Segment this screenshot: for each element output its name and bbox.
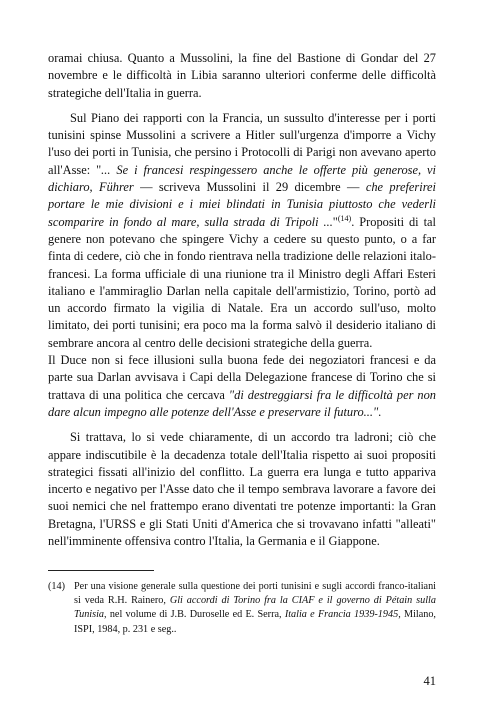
paragraph-4-text: Si trattava, lo si vede chiaramente, di un accordo tra ladroni; ciò che appare indiscutibile è la decadenza totale dell'Italia rispetto ai suoi propositi strategici fissati all'inizio del conflitto. La guerra era lunga e tutto appariva incerto e negativo per l'Asse dato che il tempo sembrava lavorare a favore dei suoi nemici che nel frattempo erano diventati tre potenze importanti: la Gran Bretagna, l'URSS e gli Stati Uniti d'America che si trovavano infatti "alleati" nell'imminente offensiva contro l'Italia, la Germania e il Giappone. [48, 430, 436, 549]
footnote-number: (14) [48, 581, 65, 592]
footnote-divider [48, 570, 154, 571]
paragraph-3-end: . [378, 404, 382, 419]
paragraph-1-text: oramai chiusa. Quanto a Mussolini, la fine del Bastione di Gondar del 27 novembre e le difficoltà in Libia saranno ulteriori conferme delle difficoltà strategiche dell'Italia in guerra. [48, 51, 436, 100]
page-number: 41 [423, 674, 436, 688]
paragraph-2-text: Sul Piano dei rapporti con la Francia, un sussulto d'interesse per i porti tunisini spinse Mussolini a scrivere a Hitler sull'urgenza d'imporre a Vichy l'uso dei porti in Tunisia, che persino i Protocolli di Parigi non avevano aperto all'Asse: " [48, 110, 436, 177]
footnote-text-c: , Milano, ISPI, 1984, p. 231 e seg.. [74, 609, 436, 635]
quote-close: " [332, 214, 338, 229]
footnote-text-a: Per una visione generale sulla questione dei porti tunisini e sugli accordi franco-italiani si veda R.H. Rainero, [74, 581, 436, 607]
mussolini-quote-part2: che preferirei portare le mie divisioni e i miei blindati in Tunisia piuttosto che vederli scomparire in fondo al mare, sulla strada di Tripoli ... [48, 180, 436, 229]
footnote-volume-title: Italia e Francia 1939-1945 [284, 609, 399, 621]
paragraph-2 [48, 110, 436, 352]
footnote-reference: (14) [337, 213, 352, 223]
footnote-text [74, 580, 436, 637]
paragraph-4 [48, 429, 436, 550]
darlan-quote: "di destreggiarsi fra le difficoltà per non dare alcun impegno alle potenze dell'Asse e preservare il futuro..." [48, 387, 437, 419]
mussolini-quote-part1: ... Se i francesi respingessero anche le offerte più generose, vi dichiaro, Führer [48, 162, 437, 195]
footnote [48, 580, 436, 637]
paragraph-3 [48, 352, 436, 421]
paragraph-1 [48, 50, 436, 102]
paragraph-3-text: Il Duce non si fece illusioni sulla buona fede dei negoziatori francesi e da parte sua Darlan avvisava i Capi della Delegazione francese di Torino che si trattava di una politica che cercava [48, 353, 436, 402]
body-text [48, 50, 436, 550]
footnote-text-b: , nel volume di J.B. Duroselle ed E. Serra, [104, 609, 285, 621]
paragraph-2-text-b: — scriveva Mussolini il 29 dicembre — [133, 180, 366, 195]
paragraph-2-text-d: . Propositi di tal genere non potevano che spingere Vichy a cedere su questo punto, o a far finta di cedere, ciò che in fondo rientrava nella tradizione delle relazioni italo-francesi. La forma ufficiale di una riunione tra il Ministro degli Affari Esteri italiano e l'ammiraglio Darlan nella capitale dell'armistizio, Torino, portò ad un accordo firmato la vigilia di Natale. Era un accordo sull'uso, molto limitato, dei porti tunisini; era poco ma la forma salvò il desiderio italiano di sembrare ancora al centro delle decisioni strategiche della guerra. [48, 214, 436, 350]
footnote-article-title: Gli accordi di Torino fra la CIAF e il governo di Pétain sulla Tunisia [74, 595, 436, 621]
